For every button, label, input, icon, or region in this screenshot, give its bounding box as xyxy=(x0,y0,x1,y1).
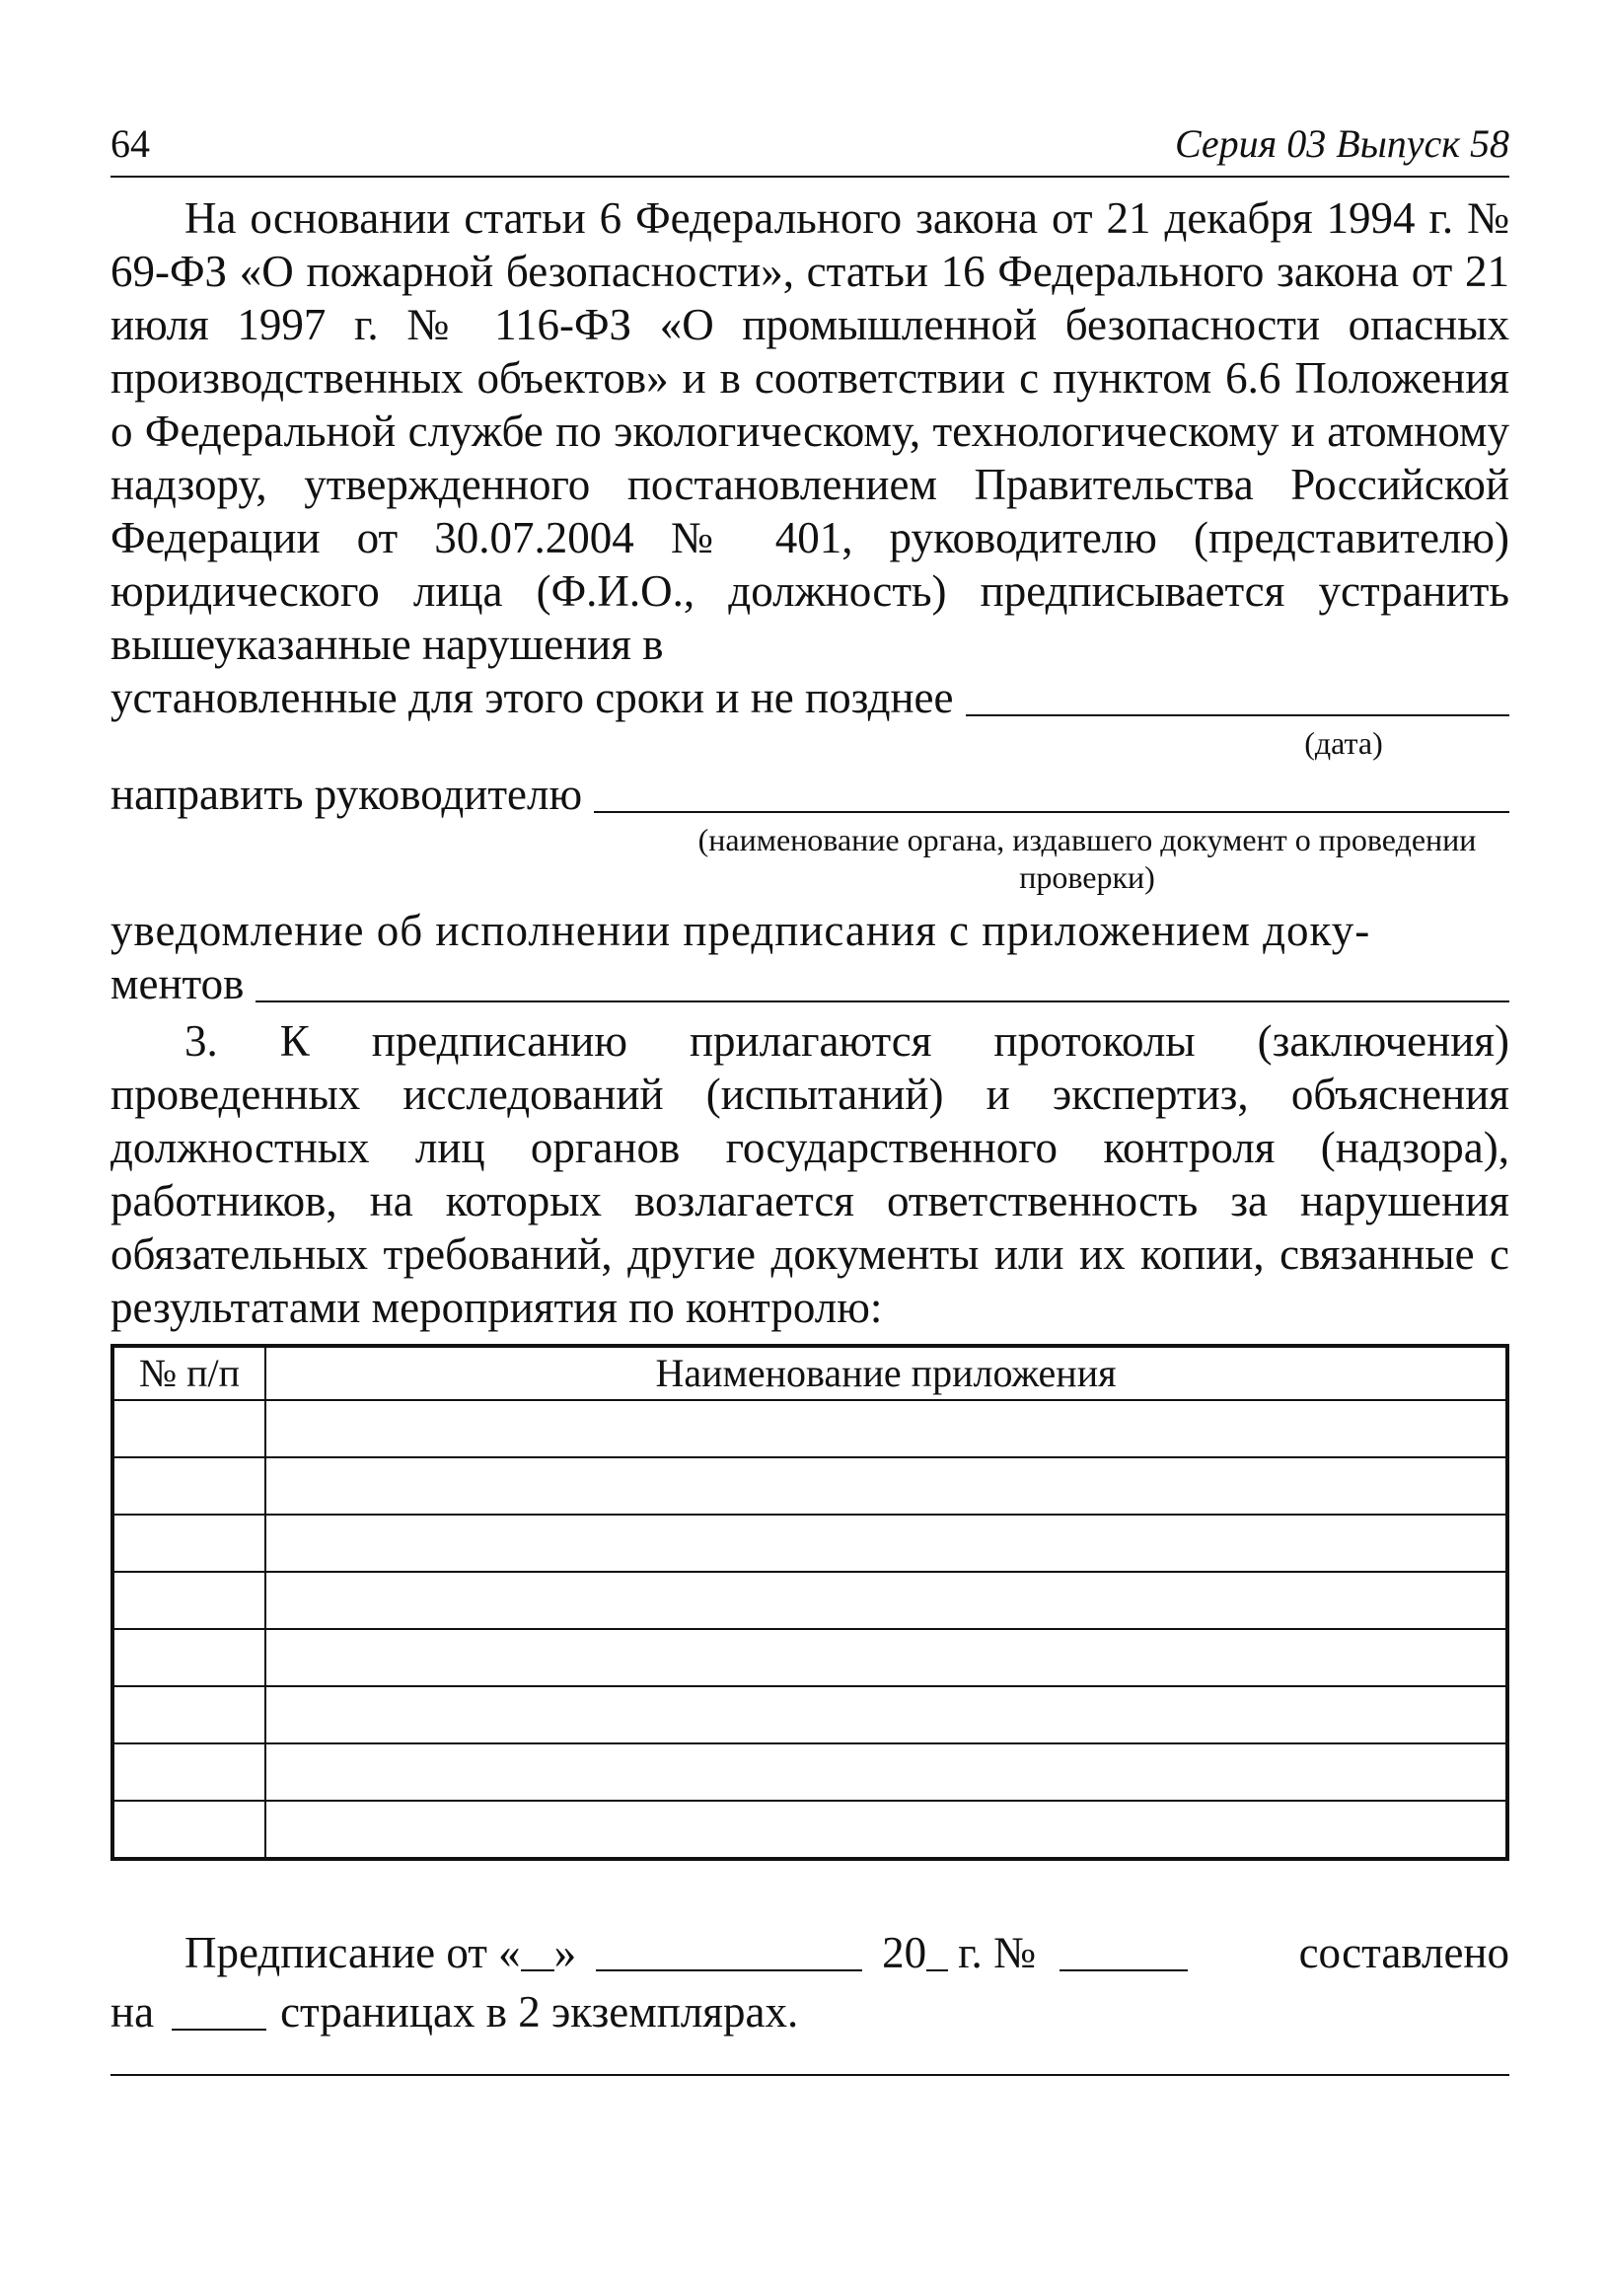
column-header-number: № п/п xyxy=(112,1346,265,1400)
table-row xyxy=(112,1400,1507,1457)
row-number-cell[interactable] xyxy=(112,1515,265,1572)
deadline-date-field[interactable] xyxy=(966,675,1510,716)
on-text: на xyxy=(110,1987,155,2037)
column-header-name: Наименование приложения xyxy=(265,1346,1507,1400)
attachment-name-cell[interactable] xyxy=(265,1629,1507,1686)
table-header-row xyxy=(112,1346,1507,1400)
page-number: 64 xyxy=(110,121,150,166)
table-row xyxy=(112,1457,1507,1515)
series-title: Серия 03 Выпуск 58 xyxy=(1174,121,1509,166)
page-header xyxy=(110,118,1509,178)
table-row xyxy=(112,1572,1507,1629)
table-row xyxy=(112,1515,1507,1572)
org-caption: (наименование органа, издавшего документ о проведении проверки) xyxy=(697,822,1477,895)
attachment-name-cell[interactable] xyxy=(265,1743,1507,1801)
row-number-cell[interactable] xyxy=(112,1801,265,1859)
table-row xyxy=(112,1801,1507,1859)
day-field[interactable] xyxy=(521,1930,554,1971)
attachment-name-cell[interactable] xyxy=(265,1686,1507,1743)
table-row xyxy=(112,1686,1507,1743)
attachment-name-cell[interactable] xyxy=(265,1515,1507,1572)
month-field[interactable] xyxy=(596,1930,862,1971)
table-row xyxy=(112,1743,1507,1801)
paragraph-attachments: 3. К предписанию прилагаются протоколы (заключения) проведенных исследований (испытаний) и экспертиз, объяснения должностных лиц органов государственного контроля (надзора), работников, на которых возлагается ответственность за нарушения обязательных требований, другие документы или их копии, связанные с результатами мероприятия по контролю: xyxy=(110,1016,1509,1332)
row-number-cell[interactable] xyxy=(112,1572,265,1629)
attachment-name-cell[interactable] xyxy=(265,1801,1507,1859)
row-number-cell[interactable] xyxy=(112,1686,265,1743)
year-field[interactable] xyxy=(926,1930,948,1971)
prescription-prefix: Предписание от « xyxy=(184,1928,521,1977)
prescription-line xyxy=(110,1926,1509,1979)
notice-text: уведомление об исполнении предписания с приложением доку- xyxy=(110,906,1371,955)
row-number-cell[interactable] xyxy=(112,1743,265,1801)
table-row xyxy=(112,1629,1507,1686)
attachments-table xyxy=(110,1344,1509,1861)
page-count-field[interactable] xyxy=(172,1989,266,2031)
send-line xyxy=(110,768,1509,821)
attachment-name-cell[interactable] xyxy=(265,1457,1507,1515)
deadline-line xyxy=(110,671,1509,724)
documents-field[interactable] xyxy=(256,961,1509,1002)
number-sign: г. № xyxy=(958,1928,1036,1977)
year-prefix: 20 xyxy=(882,1928,927,1977)
documents-label: ментов xyxy=(110,959,245,1008)
composed-text: составлено xyxy=(1298,1928,1509,1977)
row-number-cell[interactable] xyxy=(112,1400,265,1457)
date-caption: (дата) xyxy=(1304,725,1383,761)
paragraph-legal-basis: На основании статьи 6 Федерального закона от 21 декабря 1994 г. № 69-ФЗ «О пожарной безопасности», статьи 16 Федерального закона от 21 июля 1997 г. № 116-ФЗ «О промышленной безопасности опасных производственных объектов» и в соответствии с пунктом 6.6 Положения о Федеральной службе по экологическому, технологическому и атомному надзору, утвержденного постановлением Правительства Российской Федерации от 30.07.2004 № 401, руководителю (представителю) юридического лица (Ф.И.О., должность) предписывается устранить вышеуказанные нарушения в xyxy=(110,193,1509,669)
quote-close: » xyxy=(553,1928,577,1977)
send-label: направить руководителю xyxy=(110,770,583,819)
row-number-cell[interactable] xyxy=(112,1457,265,1515)
attachments-table-body xyxy=(112,1400,1507,1859)
row-number-cell[interactable] xyxy=(112,1629,265,1686)
document-page xyxy=(110,118,1509,2038)
attachment-name-cell[interactable] xyxy=(265,1572,1507,1629)
recipient-field[interactable] xyxy=(594,772,1509,813)
attachment-name-cell[interactable] xyxy=(265,1400,1507,1457)
prescription-number-field[interactable] xyxy=(1060,1930,1188,1971)
deadline-label: установленные для этого сроки и не позднее xyxy=(110,673,954,722)
bottom-divider xyxy=(110,2074,1509,2076)
documents-line xyxy=(110,957,1509,1010)
pages-line xyxy=(110,1985,1509,2038)
pages-text: страницах в 2 экземплярах. xyxy=(280,1987,799,2037)
